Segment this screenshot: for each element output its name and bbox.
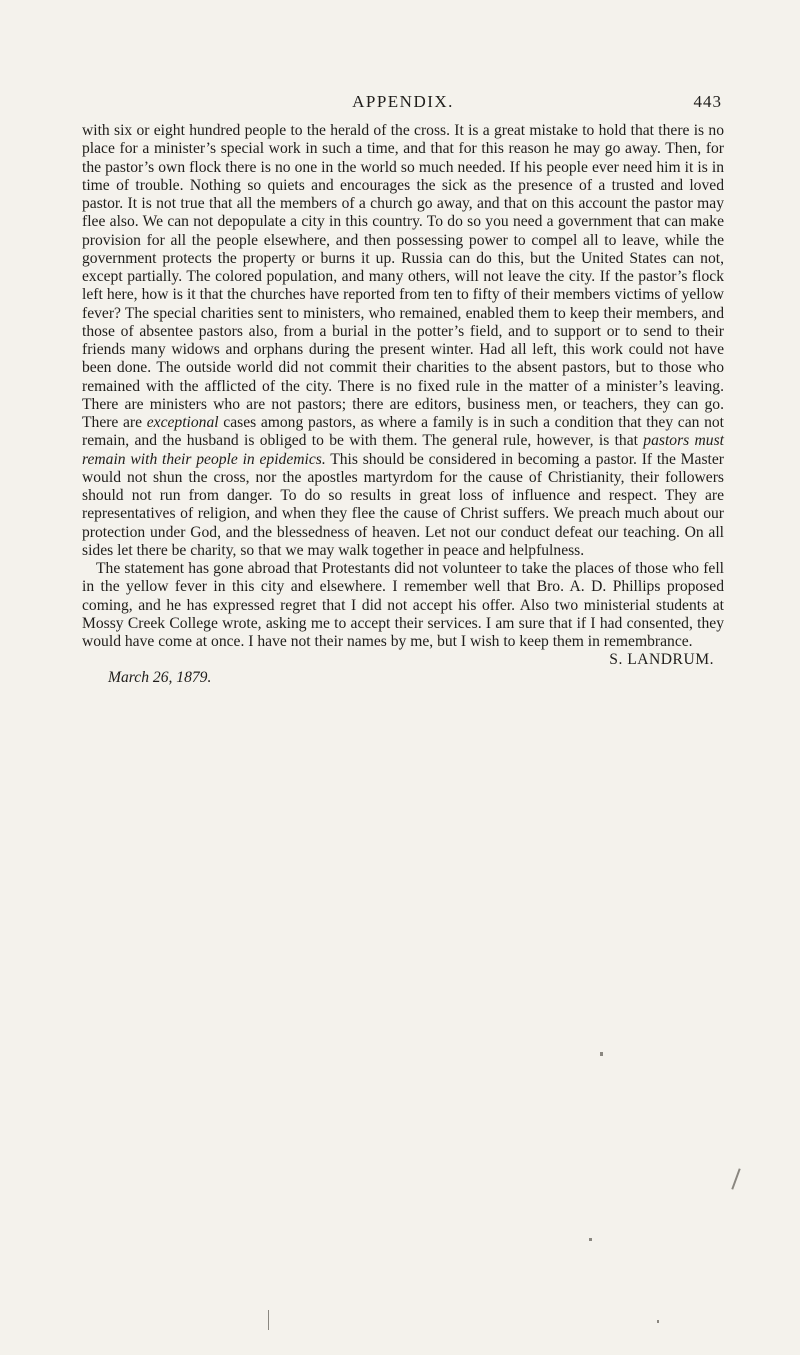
paragraph-2 [82, 560, 724, 651]
scan-speck [268, 1310, 269, 1330]
scan-speck [657, 1320, 659, 1323]
running-header [84, 92, 722, 116]
paragraph-1 [82, 122, 724, 560]
page-number: 443 [693, 92, 722, 111]
dateline: March 26, 1879. [108, 668, 212, 686]
scan-speck [589, 1238, 592, 1241]
paragraph-2-text: The statement has gone abroad that Protestants did not volunteer to take the places of those who fell in the yellow fever in this city and elsewhere. I remember well that Bro. A. D. Phillips proposed coming, and he has expressed regret that I did not accept his offer. Also two ministerial students at Mossy Creek College wrote, asking me to accept their services. I am sure that if I had consented, they would have come at once. I have not their names by me, but I wish to keep them in remembrance. [82, 560, 724, 650]
scan-speck [600, 1052, 603, 1056]
signature: S. LANDRUM. [609, 651, 714, 669]
emphasis-pastors-must-remain: pastors must remain with their people in epidemics. [82, 432, 724, 468]
emphasis-exceptional: exceptional [146, 414, 219, 431]
body-text [82, 122, 724, 687]
paragraph-1-text-b: cases among pastors, as where a family is in such a condition that they can not remain, and the husband is obliged to be with them. The general rule, however, is that [82, 414, 725, 450]
paragraph-1-text-a: with six or eight hundred people to the herald of the cross. It is a great mistake to hold that there is no place for a minister’s special work in such a time, and that for this reason he may go away. Then, for the pastor’s own flock there is no one in the world so much needed. If his people ever need him it is in time of trouble. Nothing so quiets and encourages the sick as the presence of a trusted and loved pastor. It is not true that all the members of a church go away, and that on this account the pastor may flee also. We can not depopulate a city in this country. To do so you need a government that can make provision for all the people elsewhere, and then possessing power to compel all to leave, while the government protects the property or burns it up. Russia can do this, but the United States can not, except partially. The colored population, and many others, will not leave the city. If the pastor’s flock left here, how is it that the churches have reported from ten to fifty of their members victims of yellow fever? The special charities sent to ministers, who remained, enabled them to keep their members, and those of absentee pastors also, from a burial in the potter’s field, and to support or to send to their friends many widows and orphans during the present winter. Had all left, this work could not have been done. The outside world did not commit their charities to the absent pastors, but to those who remained with the afflicted of the city. There is no fixed rule in the matter of a minister’s leaving. There are ministers who are not pastors; there are editors, business men, or teachers, they can go. There are [82, 122, 724, 431]
paragraph-1-text-c: This should be considered in becoming a pastor. If the Master would not shun the cross, nor the apostles martyrdom for the cause of Christianity, their followers should not run from danger. To do so results in great loss of influence and respect. They are representatives of religion, and when they flee the cause of Christ suffers. We preach much about our protection under God, and the blessedness of heaven. Let not our conduct defeat our teaching. On all sides let there be charity, so that we may walk together in peace and helpfulness. [82, 450, 724, 559]
scan-speck [731, 1168, 740, 1189]
header-title: APPENDIX. [352, 92, 454, 111]
